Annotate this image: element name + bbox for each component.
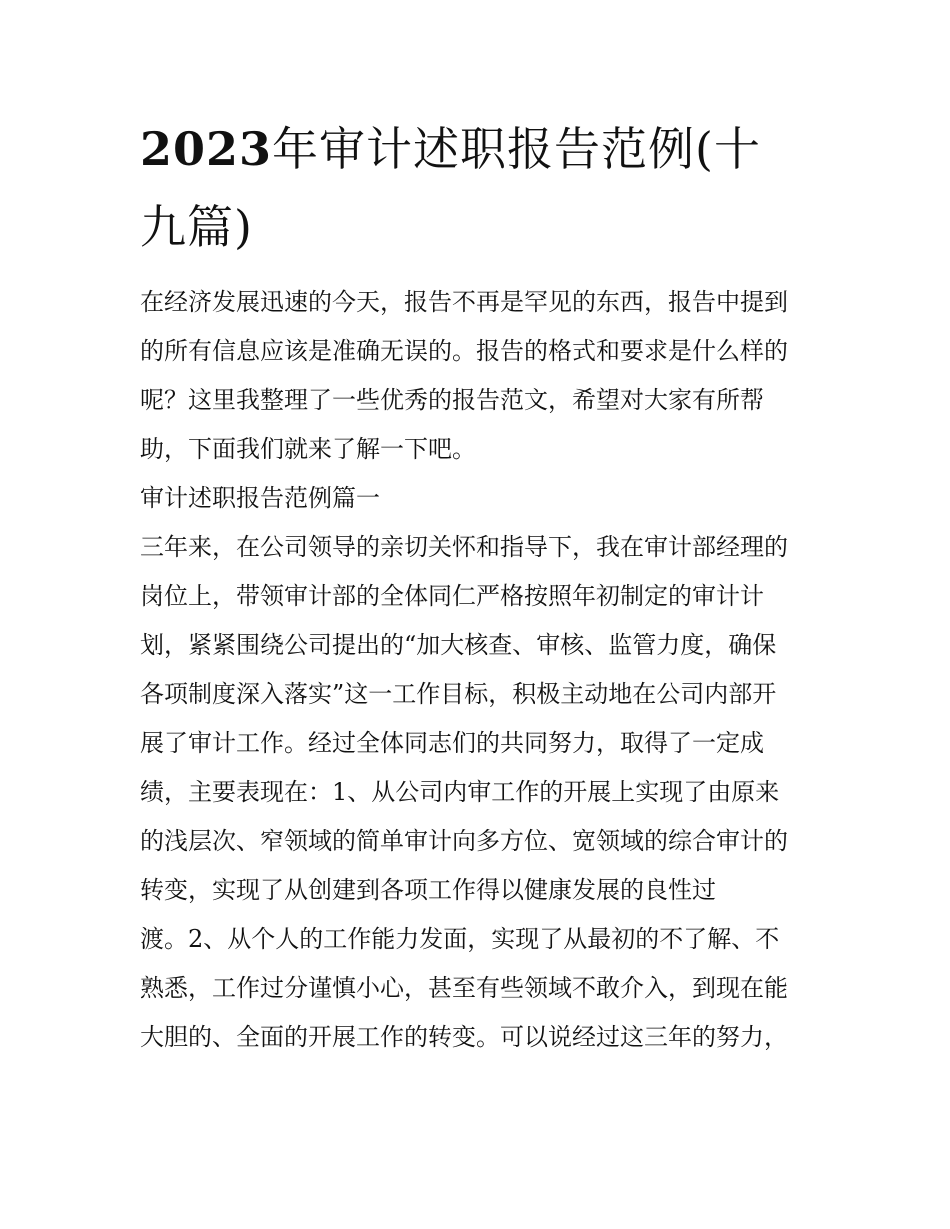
document-page bbox=[140, 110, 820, 1062]
body-line: 绩，主要表现在：1、从公司内审工作的开展上实现了由原来 bbox=[140, 778, 780, 806]
body-line: 展了审计工作。经过全体同志们的共同努力，取得了一定成 bbox=[140, 729, 764, 757]
body-line: 熟悉，工作过分谨慎小心，甚至有些领域不敢介入，到现在能 bbox=[140, 974, 788, 1002]
body-line: 转变，实现了从创建到各项工作得以健康发展的良性过 bbox=[140, 876, 716, 904]
title-line-1-rest: 年审计述职报告范例(十 bbox=[272, 122, 761, 176]
body-line: 渡。2、从个人的工作能力发面，实现了从最初的不了解、不 bbox=[140, 925, 780, 953]
title-year: 2023 bbox=[140, 122, 273, 176]
document-title bbox=[140, 110, 820, 266]
title-line-2: 九篇) bbox=[140, 200, 253, 254]
body-line: 三年来，在公司领导的亲切关怀和指导下，我在审计部经理的 bbox=[140, 533, 788, 561]
intro-line: 的所有信息应该是准确无误的。报告的格式和要求是什么样的 bbox=[140, 337, 788, 365]
body-line: 的浅层次、窄领域的简单审计向多方位、宽领域的综合审计的 bbox=[140, 827, 788, 855]
body-line: 划，紧紧围绕公司提出的“加大核查、审核、监管力度，确保 bbox=[140, 631, 777, 659]
intro-paragraph bbox=[140, 278, 820, 474]
body-line: 各项制度深入落实”这一工作目标，积极主动地在公司内部开 bbox=[140, 680, 777, 708]
body-line: 岗位上，带领审计部的全体同仁严格按照年初制定的审计计 bbox=[140, 582, 764, 610]
section-heading: 审计述职报告范例篇一 bbox=[140, 484, 380, 512]
body-paragraph bbox=[140, 523, 820, 1062]
title-line-1 bbox=[140, 110, 820, 188]
intro-line: 助，下面我们就来了解一下吧。 bbox=[140, 435, 476, 463]
body-line: 大胆的、全面的开展工作的转变。可以说经过这三年的努力， bbox=[140, 1023, 788, 1051]
intro-line: 在经济发展迅速的今天，报告不再是罕见的东西，报告中提到 bbox=[140, 288, 788, 316]
intro-line: 呢？这里我整理了一些优秀的报告范文，希望对大家有所帮 bbox=[140, 386, 764, 414]
